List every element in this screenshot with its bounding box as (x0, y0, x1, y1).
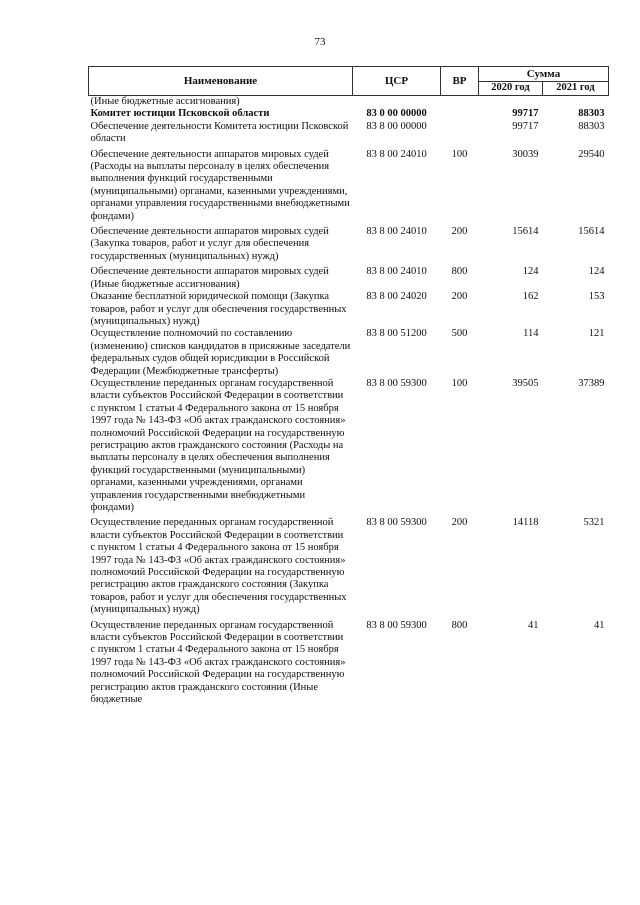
row-sum-2020: 114 (523, 328, 539, 340)
header-sum: Сумма (479, 67, 609, 82)
row-vr: 200 (451, 291, 468, 303)
row-csr: 83 8 00 51200 (366, 328, 427, 340)
row-vr: 800 (451, 619, 468, 631)
budget-table-container (88, 66, 608, 707)
row-name: Комитет юстиции Псковской области (90, 108, 270, 120)
table-body (89, 96, 609, 707)
row-sum-2021: 41 (594, 619, 605, 631)
row-name: Обеспечение деятельности Комитета юстиции Псковской области (90, 120, 349, 145)
row-sum-2020: 15614 (512, 226, 539, 238)
row-sum-2021: 15614 (578, 226, 605, 238)
row-sum-2020: 41 (528, 619, 539, 631)
row-csr: 83 8 00 00000 (366, 120, 427, 132)
row-name: Осуществление переданных органам государственной власти субъектов Российской Федерации в соответствии с пунктом 1 статьи 4 Федерального закона от 15 ноября 1997 года № 143-ФЗ «Об актах гражданского состояния» полномочий Российской Федерации на государственную регистрацию актов гражданского состояния (Закупка товаров, работ и услуг для обеспечения государственных (муниципальных) нужд) (90, 517, 347, 616)
row-sum-2021 (543, 96, 609, 109)
row-csr: 83 8 00 24010 (366, 226, 427, 238)
table-row (89, 263, 609, 291)
row-csr: 83 8 00 24010 (366, 266, 427, 278)
table-row (89, 617, 609, 707)
row-csr: 83 8 00 59300 (366, 517, 427, 529)
row-sum-2020: 124 (522, 266, 539, 278)
header-vr: ВР (441, 67, 479, 96)
row-name: Обеспечение деятельности аппаратов мировых судей (Иные бюджетные ассигнования) (90, 266, 329, 290)
row-sum-2021: 124 (588, 266, 605, 278)
table-row (89, 328, 609, 378)
row-csr: 83 8 00 59300 (366, 377, 427, 389)
row-sum-2021: 29540 (578, 148, 605, 160)
row-sum-2020: 99717 (512, 120, 539, 132)
table-row (89, 146, 609, 223)
row-vr (441, 96, 479, 109)
row-name: Оказание бесплатной юридической помощи (Закупка товаров, работ и услуг для обеспечения государственных (муниципальных) нужд) (90, 291, 347, 327)
row-sum-2020: 14118 (512, 517, 539, 529)
row-vr: 200 (451, 517, 468, 529)
row-sum-2020: 99717 (512, 108, 539, 120)
row-sum-2020: 30039 (512, 148, 539, 160)
header-year-2021: 2021 год (543, 82, 609, 96)
row-sum-2021: 88303 (578, 108, 605, 120)
header-csr: ЦСР (353, 67, 441, 96)
header-name: Наименование (89, 67, 353, 96)
table-row (89, 514, 609, 616)
table-row (89, 291, 609, 328)
row-csr (353, 96, 441, 109)
row-csr: 83 8 00 24010 (366, 148, 427, 160)
table-row (89, 223, 609, 263)
row-sum-2021: 37389 (578, 377, 605, 389)
header-year-2020: 2020 год (479, 82, 543, 96)
row-name: (Иные бюджетные ассигнования) (90, 96, 240, 107)
row-csr: 83 0 00 00000 (366, 108, 427, 120)
row-sum-2020: 162 (522, 291, 539, 303)
row-name: Осуществление переданных органам государственной власти субъектов Российской Федерации в соответствии с пунктом 1 статьи 4 Федерального закона от 15 ноября 1997 года № 143-ФЗ «Об актах гражданского состояния» полномочий Российской Федерации на государственную регистрацию актов гражданского состояния (Иные бюджетные (90, 619, 346, 706)
row-name: Обеспечение деятельности аппаратов мировых судей (Закупка товаров, работ и услуг для обеспечения государственных (муниципальных) нужд) (90, 226, 329, 262)
table-row (89, 96, 609, 109)
table-row (89, 108, 609, 120)
row-vr (441, 121, 479, 146)
row-sum-2021: 153 (588, 291, 605, 303)
page-number: 73 (314, 36, 326, 48)
row-vr: 800 (451, 266, 468, 278)
row-vr: 200 (451, 226, 468, 238)
row-vr: 500 (451, 328, 468, 340)
row-sum-2021: 121 (588, 328, 605, 340)
row-vr (441, 108, 479, 120)
row-name: Обеспечение деятельности аппаратов мировых судей (Расходы на выплаты персоналу в целях обеспечения выполнения функций государственными (муниципальными) органами, казенными учреждениями, органами управления государственными внебюджетными фондами) (90, 148, 350, 222)
row-name: Осуществление переданных органам государственной власти субъектов Российской Федерации в соответствии с пунктом 1 статьи 4 Федерального закона от 15 ноября 1997 года № 143-ФЗ «Об актах гражданского состояния» полномочий Российской Федерации на государственную регистрацию актов гражданского состояния (Расходы на выплаты персоналу в целях обеспечения выполнения функций государственными (муниципальными) органами, казенными учреждениями, органами управления государственными внебюджетными фондами) (90, 377, 346, 513)
row-csr: 83 8 00 24020 (366, 291, 427, 303)
row-sum-2020 (479, 96, 543, 109)
table-header (89, 67, 609, 96)
table-row (89, 121, 609, 146)
row-vr: 100 (451, 148, 468, 160)
row-name: Осуществление полномочий по составлению (изменению) списков кандидатов в присяжные заседатели федеральных судов общей юрисдикции в Российской Федерации (Межбюджетные трансферты) (90, 328, 351, 377)
row-vr: 100 (451, 377, 468, 389)
row-sum-2021: 88303 (578, 120, 605, 132)
budget-table (88, 66, 609, 707)
row-sum-2021: 5321 (583, 517, 605, 529)
table-row (89, 378, 609, 514)
row-sum-2020: 39505 (512, 377, 539, 389)
row-csr: 83 8 00 59300 (366, 619, 427, 631)
